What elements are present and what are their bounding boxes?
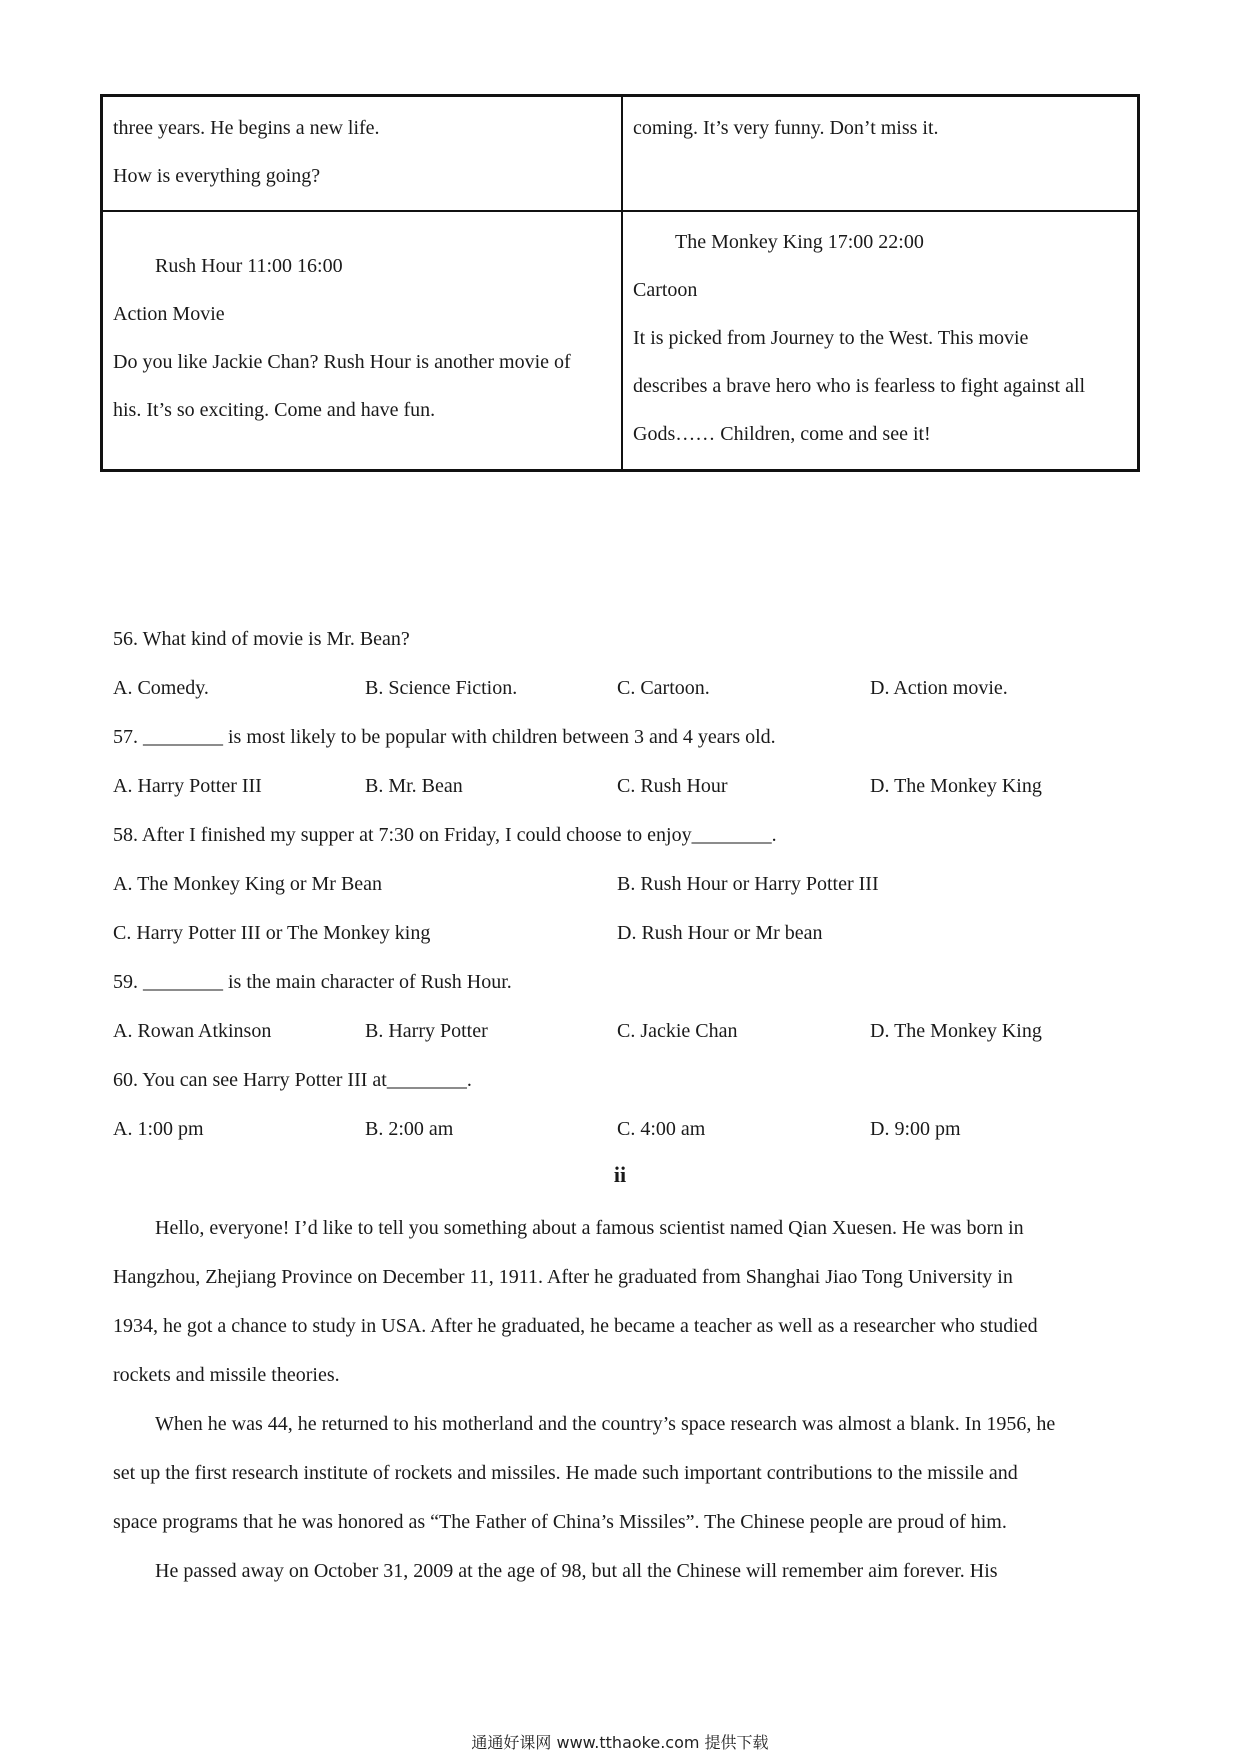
option: D. The Monkey King [870,775,1042,797]
option: B. Rush Hour or Harry Potter III [617,873,879,895]
table-divider-vertical [621,97,623,469]
monkey-king-desc: It is picked from Journey to the West. This movie [633,327,1029,349]
passage-line: rockets and missile theories. [113,1364,340,1386]
option: C. Rush Hour [617,775,728,797]
passage-line: Hello, everyone! I’d like to tell you something about a famous scientist named Qian Xuesen. He was born in [155,1217,1024,1239]
option: A. Harry Potter III [113,775,262,797]
monkey-king-desc: Gods…… Children, come and see it! [633,423,931,445]
rush-hour-desc: Do you like Jackie Chan? Rush Hour is another movie of [113,351,571,373]
question-56: 56. What kind of movie is Mr. Bean? [113,628,410,650]
option: B. Science Fiction. [365,677,518,699]
passage-paragraph [113,1547,1138,1596]
section-heading: ii [613,1162,627,1187]
question-57: 57. ________ is most likely to be popular with children between 3 and 4 years old. [113,726,776,748]
option: B. 2:00 am [365,1118,454,1140]
passage-line: He passed away on October 31, 2009 at the age of 98, but all the Chinese will remember aim forever. His [155,1560,998,1582]
passage-line: 1934, he got a chance to study in USA. After he graduated, he became a teacher as well as a researcher who studied [113,1315,1038,1337]
option: C. Jackie Chan [617,1020,738,1042]
monkey-king-title: The Monkey King 17:00 22:00 [675,231,924,253]
option: B. Mr. Bean [365,775,463,797]
cell-r1c1-line: three years. He begins a new life. [113,117,380,139]
passage-line: set up the first research institute of rockets and missiles. He made such important contributions to the missile and [113,1462,1018,1484]
question-58: 58. After I finished my supper at 7:30 on Friday, I could choose to enjoy________. [113,824,777,846]
movie-table [100,94,1140,472]
monkey-king-desc: describes a brave hero who is fearless to fight against all [633,375,1086,397]
option: A. Rowan Atkinson [113,1020,272,1042]
table-divider-horizontal [103,210,1137,212]
option: D. Rush Hour or Mr bean [617,922,823,944]
option: B. Harry Potter [365,1020,488,1042]
monkey-king-type: Cartoon [633,279,698,301]
option: A. 1:00 pm [113,1118,204,1140]
option: C. Harry Potter III or The Monkey king [113,922,431,944]
passage-line: Hangzhou, Zhejiang Province on December 11, 1911. After he graduated from Shanghai Jiao Tong University in [113,1266,1013,1288]
rush-hour-title: Rush Hour 11:00 16:00 [155,255,343,277]
option: D. 9:00 pm [870,1118,961,1140]
rush-hour-type: Action Movie [113,303,225,325]
cell-r1c2-line: coming. It’s very funny. Don’t miss it. [633,117,939,139]
passage-line: space programs that he was honored as “The Father of China’s Missiles”. The Chinese people are proud of him. [113,1511,1007,1533]
passage-line: When he was 44, he returned to his motherland and the country’s space research was almost a blank. In 1956, he [155,1413,1056,1435]
cell-r1c1-line: How is everything going? [113,165,321,187]
question-60: 60. You can see Harry Potter III at________. [113,1069,472,1091]
passage-paragraph [113,1400,1138,1547]
passage-paragraph [113,1204,1138,1400]
option: A. The Monkey King or Mr Bean [113,873,383,895]
option: C. 4:00 am [617,1118,706,1140]
option: D. The Monkey King [870,1020,1042,1042]
question-59: 59. ________ is the main character of Rush Hour. [113,971,512,993]
option: C. Cartoon. [617,677,710,699]
footer-watermark: 通通好课网 www.tthaoke.com 提供下载 [471,1733,769,1752]
option: D. Action movie. [870,677,1008,699]
option: A. Comedy. [113,677,209,699]
rush-hour-desc: his. It’s so exciting. Come and have fun. [113,399,436,421]
